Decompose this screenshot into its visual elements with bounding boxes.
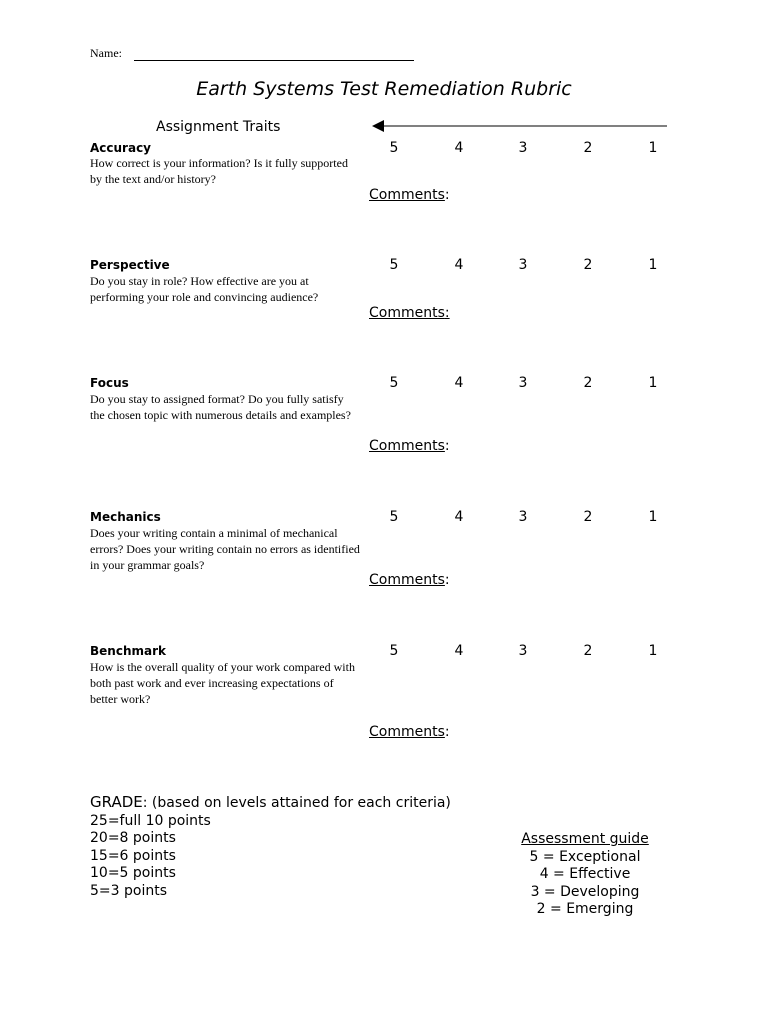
grade-scale [90, 794, 451, 900]
comments-colon: : [444, 305, 450, 321]
score-1[interactable]: 1 [648, 375, 658, 391]
score-3[interactable]: 3 [518, 140, 528, 156]
comments-colon: : [444, 572, 450, 588]
trait-name: Perspective [90, 258, 170, 272]
grade-line: 5=3 points [90, 882, 167, 899]
trait-name: Mechanics [90, 510, 161, 524]
trait-name: Focus [90, 376, 129, 390]
trait-description: How correct is your information? Is it fully supported by the text and/or history? [90, 156, 348, 186]
score-4[interactable]: 4 [454, 375, 464, 391]
comments-label-text: Comments [369, 438, 445, 454]
score-2[interactable]: 2 [583, 643, 593, 659]
arrow-left-icon [370, 118, 670, 134]
score-5[interactable]: 5 [389, 257, 399, 273]
score-3[interactable]: 3 [518, 257, 528, 273]
score-1[interactable]: 1 [648, 257, 658, 273]
score-5[interactable]: 5 [389, 643, 399, 659]
page-title: Earth Systems Test Remediation Rubric [196, 78, 572, 100]
grade-heading [90, 794, 451, 813]
comments-label [369, 187, 450, 203]
guide-level: 4 = Effective [539, 866, 631, 882]
comments-colon: : [444, 724, 450, 740]
comments-label [369, 724, 450, 740]
guide-level: 3 = Developing [530, 883, 640, 900]
grade-line: 25=full 10 points [90, 812, 211, 829]
guide-level: 5 = Exceptional [529, 848, 641, 865]
trait-description: How is the overall quality of your work compared with both past work and ever increasing expectations of better work? [90, 660, 355, 706]
score-5[interactable]: 5 [389, 140, 399, 156]
trait-description: Do you stay to assigned format? Do you fully satisfy the chosen topic with numerous details and examples? [90, 392, 351, 422]
score-1[interactable]: 1 [648, 509, 658, 525]
trait-name: Accuracy [90, 141, 152, 155]
grade-label: GRADE [90, 793, 143, 811]
comments-label [369, 305, 450, 321]
grade-line: 20=8 points [90, 830, 176, 846]
score-1[interactable]: 1 [648, 643, 658, 659]
comments-label [369, 572, 450, 588]
grade-line: 10=5 points [90, 865, 176, 881]
name-label: Name: [90, 46, 122, 60]
score-2[interactable]: 2 [583, 257, 593, 273]
comments-label-text: Comments [369, 572, 445, 588]
comments-label-text: Comments [369, 724, 445, 740]
grade-line: 15=6 points [90, 847, 176, 864]
trait-description: Does your writing contain a minimal of mechanical errors? Does your writing contain no errors as identified in your grammar goals? [90, 526, 360, 572]
score-2[interactable]: 2 [583, 140, 593, 156]
comments-label-text: Comments [369, 187, 445, 203]
score-4[interactable]: 4 [454, 140, 464, 156]
assessment-guide [500, 831, 670, 919]
guide-level: 2 = Emerging [536, 901, 634, 917]
score-4[interactable]: 4 [454, 643, 464, 659]
assignment-traits-heading: Assignment Traits [156, 119, 281, 135]
score-2[interactable]: 2 [583, 509, 593, 525]
score-5[interactable]: 5 [389, 509, 399, 525]
comments-label-text: Comments [369, 305, 445, 321]
assessment-guide-heading: Assessment guide [521, 831, 649, 847]
score-3[interactable]: 3 [518, 375, 528, 391]
score-1[interactable]: 1 [648, 140, 658, 156]
score-5[interactable]: 5 [389, 375, 399, 391]
comments-colon: : [444, 187, 450, 203]
comments-label [369, 438, 450, 454]
trait-description: Do you stay in role? How effective are you at performing your role and convincing audience? [90, 274, 319, 304]
score-4[interactable]: 4 [454, 509, 464, 525]
score-3[interactable]: 3 [518, 509, 528, 525]
score-3[interactable]: 3 [518, 643, 528, 659]
name-field[interactable] [134, 60, 414, 61]
comments-colon: : [444, 438, 450, 454]
grade-note: : (based on levels attained for each criteria) [142, 795, 451, 811]
score-4[interactable]: 4 [454, 257, 464, 273]
score-2[interactable]: 2 [583, 375, 593, 391]
trait-name: Benchmark [90, 644, 166, 658]
